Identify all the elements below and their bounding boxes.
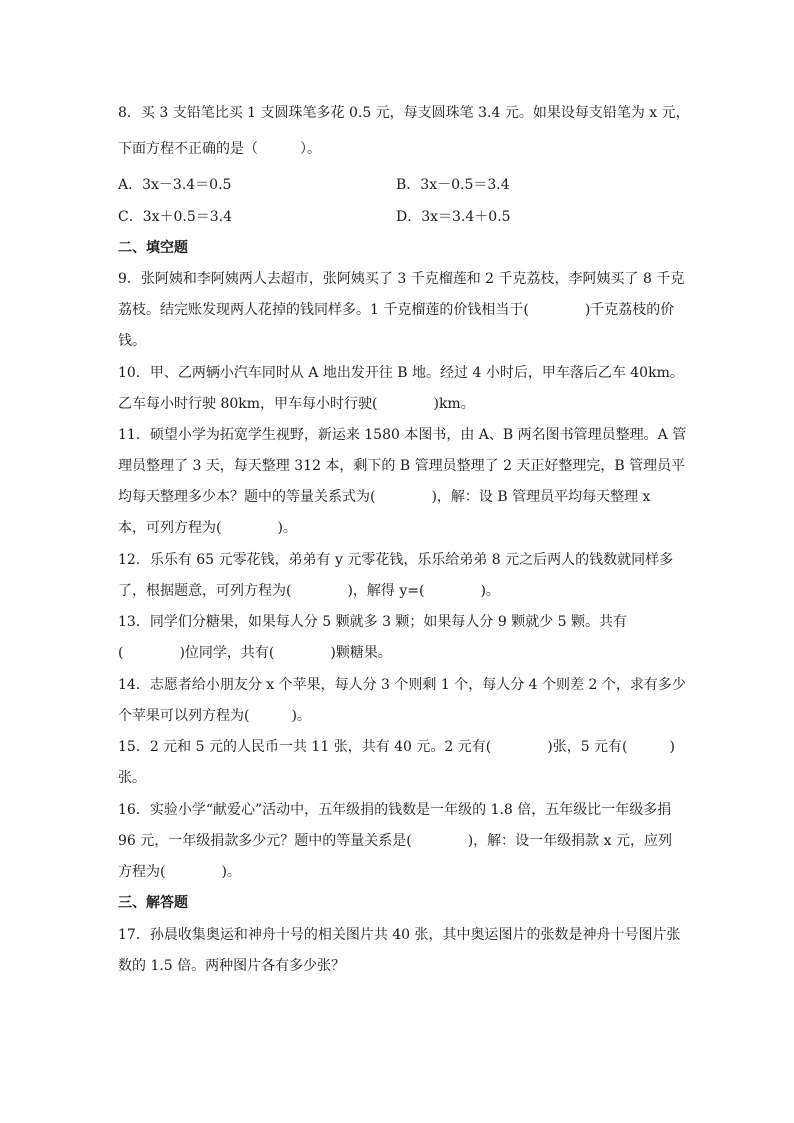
q11-line-4: 本，可列方程为( )。 — [118, 520, 297, 536]
q17-line-2: 数的 1.5 倍。两种图片各有多少张？ — [118, 958, 346, 974]
q12-line-1: 12．乐乐有 65 元零花钱，弟弟有 y 元零花钱，乐乐给弟弟 8 元之后两人的钱数就同样多 — [118, 552, 674, 568]
q14-line-1: 14．志愿者给小朋友分 x 个苹果，每人分 3 个则剩 1 个，每人分 4 个则差 2 个，求有多少 — [118, 677, 686, 693]
q10-line-2: 乙车每小时行驶 80km，甲车每小时行驶( )km。 — [118, 396, 475, 412]
q15-line-1: 15．2 元和 5 元的人民币一共 11 张，共有 40 元。2 元有( )张，5 元有( ) — [118, 739, 675, 755]
q16-line-3: 方程为( )。 — [118, 864, 241, 880]
q11-line-3: 均每天整理多少本？题中的等量关系式为( )，解：设 B 管理员平均每天整理 x — [118, 489, 651, 505]
q10-line-1: 10．甲、乙两辆小汽车同时从 A 地出发开往 B 地。经过 4 小时后，甲车落后乙车 40km。 — [118, 365, 684, 381]
q8-line-1: 8．买 3 支铅笔比买 1 支圆珠笔多花 0.5 元，每支圆珠笔 3.4 元。如果设每支铅笔为 x 元， — [118, 105, 690, 121]
q11-line-2: 理员整理了 3 天，每天整理 312 本，剩下的 B 管理员整理了 2 天正好整理完，B 管理员平 — [118, 458, 686, 474]
q16-line-2: 96 元，一年级捐款多少元？题中的等量关系是( )，解：设一年级捐款 x 元，应列 — [118, 833, 672, 849]
q15-line-2: 张。 — [118, 770, 146, 786]
q11-line-1: 11．硕望小学为拓宽学生视野，新运来 1580 本图书，由 A、B 两名图书管理员整理。A 管 — [118, 427, 687, 443]
q13-line-1: 13．同学们分糖果，如果每人分 5 颗就多 3 颗；如果每人分 9 颗就少 5 颗。共有 — [118, 614, 628, 630]
q17-line-1: 17．孙晨收集奥运和神舟十号的相关图片共 40 张，其中奥运图片的张数是神舟十号图片张 — [118, 927, 681, 943]
q14-line-2: 个苹果可以列方程为( )。 — [118, 708, 311, 724]
q16-line-1: 16．实验小学“献爱心”活动中，五年级捐的钱数是一年级的 1.8 倍，五年级比一年级多捐 — [118, 802, 672, 818]
q9-line-1: 9．张阿姨和李阿姨两人去超市，张阿姨买了 3 千克榴莲和 2 千克荔枝，李阿姨买了 8 千克 — [118, 271, 685, 287]
q8-option-b: B．3x－0.5＝3.4 — [396, 177, 510, 193]
q8-option-a: A．3x－3.4＝0.5 — [118, 177, 232, 193]
q9-line-2: 荔枝。结完账发现两人花掉的钱同样多。1 千克榴莲的价钱相当于( )千克荔枝的价 — [118, 302, 675, 318]
q8-option-d: D．3x＝3.4＋0.5 — [396, 209, 511, 225]
q13-line-2: ( )位同学，共有( )颗糖果。 — [118, 645, 392, 661]
q12-line-2: 了，根据题意，可列方程为( )，解得 y=( )。 — [118, 583, 500, 599]
section-solution-heading: 三、解答题 — [118, 895, 188, 911]
q8-line-2: 下面方程不正确的是（ ）。 — [118, 141, 321, 157]
q9-line-3: 钱。 — [118, 333, 146, 349]
q8-option-c: C．3x＋0.5＝3.4 — [118, 209, 233, 225]
section-fill-in-blank-heading: 二、填空题 — [118, 240, 188, 256]
